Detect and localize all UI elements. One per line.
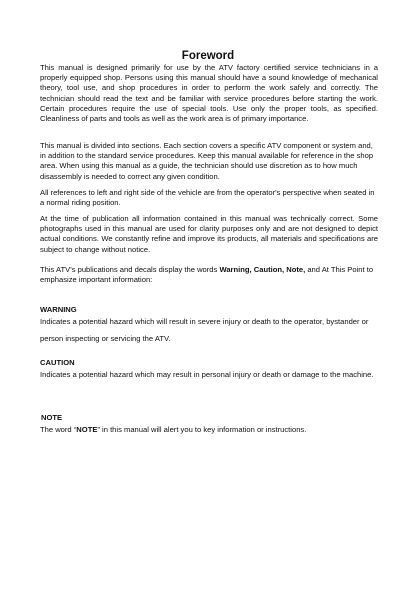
note-text [40, 425, 378, 435]
publication-paragraph: At the time of publication all information contained in this manual was technically correct. Some photographs used in this manual are used for clarity purposes only and are not designed to depict actual conditions. We constantly refine and improve its products, all materials and specifications are subject to change without notice. [40, 214, 378, 254]
orientation-paragraph: All references to left and right side of the vehicle are from the operator's perspective when seated in a normal riding position. [40, 188, 375, 208]
sections-paragraph: This manual is divided into sections. Each section covers a specific ATV component or system and, in addition to the standard service procedures. Keep this manual available for reference in the shop area. When using this manual as a guide, the technician should use discretion as to how much disassembly is needed to correct any given condition. [40, 141, 374, 181]
emphasis-paragraph [40, 265, 378, 285]
warning-heading: WARNING [40, 305, 77, 314]
note-keyword: NOTE [76, 425, 98, 434]
note-text-start: The word “ [40, 425, 77, 434]
warning-text: Indicates a potential hazard which will result in severe injury or death to the operator, bystander or person inspecting or servicing the ATV. [40, 317, 369, 343]
note-heading: NOTE [41, 413, 63, 422]
intro-paragraph: This manual is designed primarily for use by the ATV factory certified service technicians in a properly equipped shop. Persons using this manual should have a sound knowledge of mechanical theory, tool use, and shop procedures in order to perform the work safely and correctly. The technician should read the text and be familiar with service procedures before starting the work. Certain procedures require the use of special tools. Use only the proper tools, as specified. Cleanliness of parts and tools as well as the work area is of primary importance. [40, 63, 378, 124]
emphasis-keywords: Warning, Caution, Note, [219, 265, 306, 274]
caution-heading: CAUTION [40, 358, 75, 367]
emphasis-text-start: This ATV's publications and decals display the words [40, 265, 220, 274]
note-text-end: ” in this manual will alert you to key information or instructions. [97, 425, 307, 434]
emphasis-text-end: and At This Point to emphasize important information: [40, 265, 374, 285]
caution-text: Indicates a potential hazard which may result in personal injury or death or damage to the machine. [40, 370, 374, 379]
page-title: Foreword [181, 50, 235, 62]
